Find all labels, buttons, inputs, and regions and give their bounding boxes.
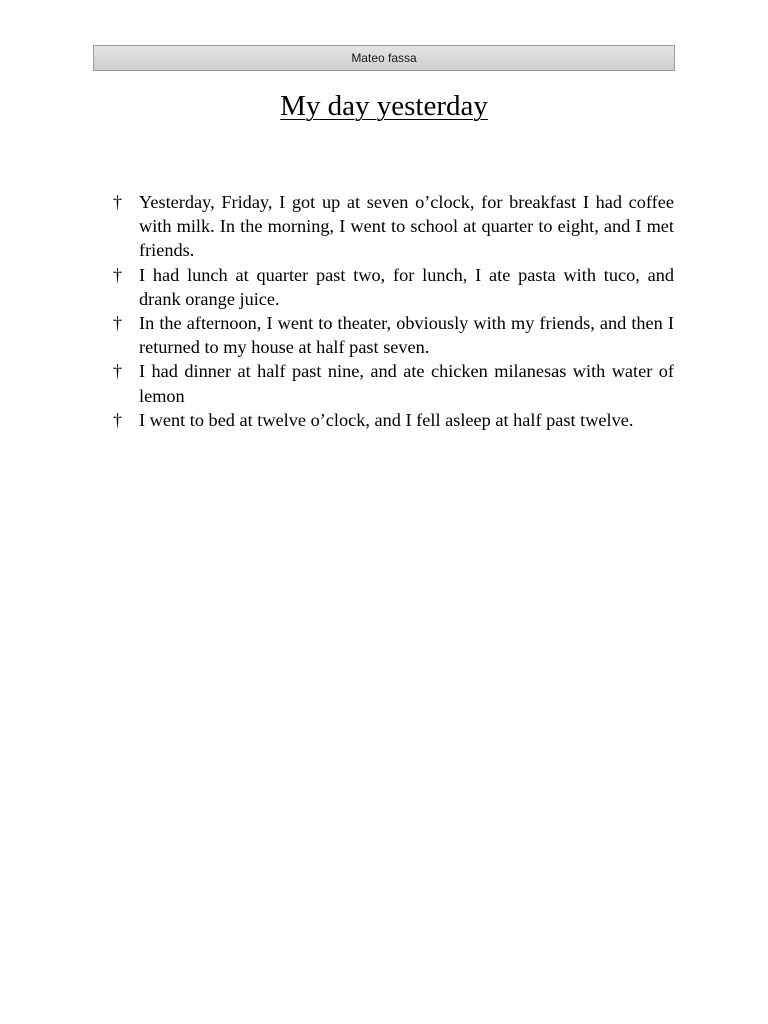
list-item [113,408,674,432]
list-item [113,311,674,359]
document-header [93,45,675,71]
dagger-bullet-icon: † [113,264,122,285]
list-item [113,359,674,407]
document-title [0,86,768,126]
dagger-bullet-icon: † [113,192,122,212]
list-item [113,190,674,263]
activity-list [113,190,674,432]
document-title-text: My day yesterday [280,90,488,122]
dagger-bullet-icon: † [113,313,122,334]
list-item [113,263,674,311]
dagger-bullet-icon: † [113,361,122,382]
dagger-bullet-icon: † [113,409,122,430]
list-item-text: I had dinner at half past nine, and ate chicken milanesas with water of lemon [139,361,674,406]
list-item-text: Yesterday, Friday, I got up at seven o’clock, for breakfast I had coffee with milk. In the morning, I went to school at quarter to eight, and I met friends. [139,192,674,261]
author-name: Mateo fassa [351,51,417,65]
list-item-text: I went to bed at twelve o’clock, and I fell asleep at half past twelve. [139,409,634,430]
list-item-text: In the afternoon, I went to theater, obviously with my friends, and then I returned to my house at half past seven. [139,313,674,358]
list-item-text: I had lunch at quarter past two, for lunch, I ate pasta with tuco, and drank orange juice. [139,264,674,309]
